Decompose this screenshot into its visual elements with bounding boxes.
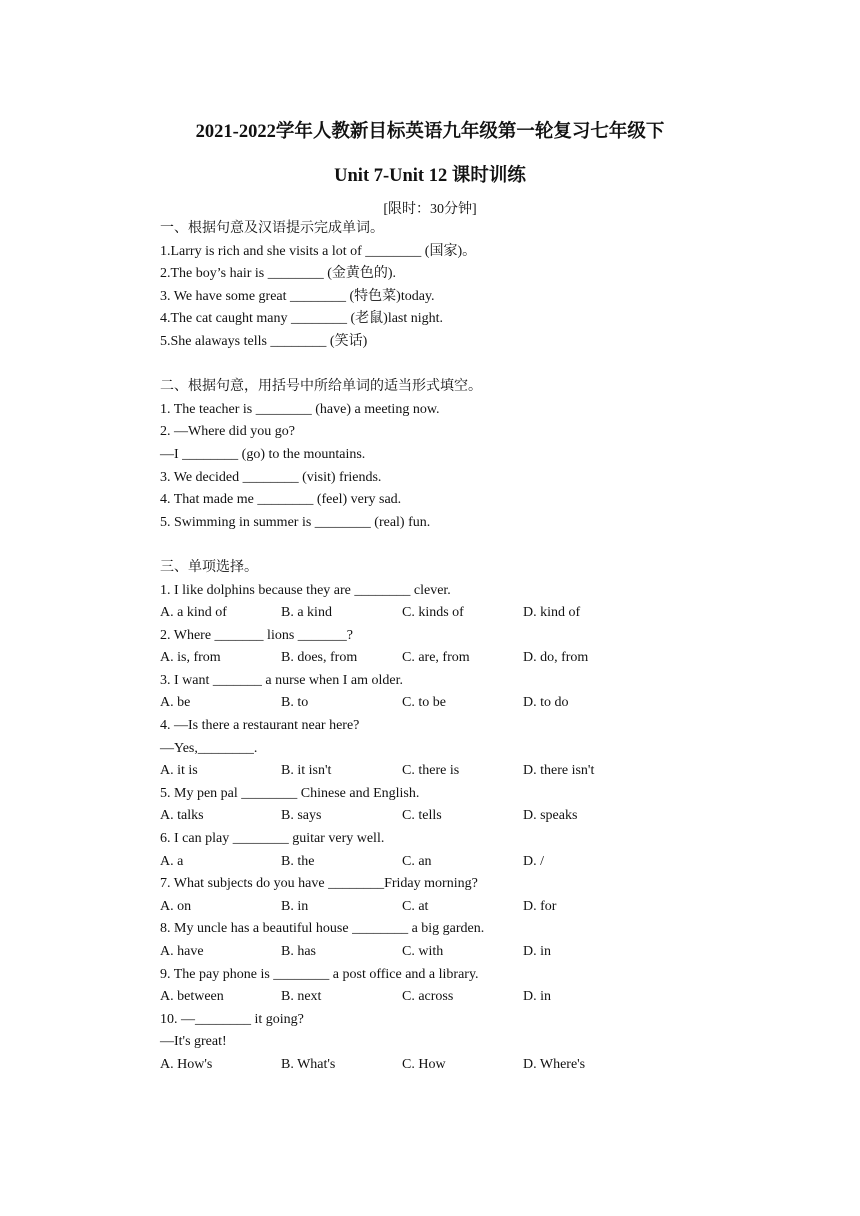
option-d: D. Where's (523, 1056, 586, 1072)
option-c: C. are, from (402, 650, 470, 666)
option-d: D. to do (523, 695, 569, 711)
option-a: A. is, from (160, 650, 221, 666)
question-stem: 9. The pay phone is ________ a post office and a library. (160, 966, 479, 982)
question-stem: 4. —Is there a restaurant near here? (160, 718, 360, 734)
question-stem: 5. My pen pal ________ Chinese and English. (160, 785, 420, 801)
option-d: D. do, from (523, 650, 589, 666)
section1-item: 5.She alaways tells ________ (笑话) (160, 333, 368, 349)
option-a: A. talks (160, 808, 204, 824)
question-stem: —Yes,________. (160, 740, 258, 756)
spacer (160, 354, 780, 377)
options-row (160, 647, 780, 670)
option-c: C. kinds of (402, 605, 464, 621)
option-b: B. does, from (281, 650, 358, 666)
option-a: A. on (160, 898, 192, 914)
option-c: C. tells (402, 808, 442, 824)
options-row (160, 760, 780, 783)
question-stem: 3. I want _______ a nurse when I am older. (160, 672, 403, 688)
section1-heading: 一、根据句意及汉语提示完成单词。 (160, 221, 384, 236)
question-stem: 1. I like dolphins because they are ________ clever. (160, 582, 451, 598)
option-d: D. speaks (523, 808, 578, 824)
option-c: C. across (402, 989, 454, 1005)
option-a: A. How's (160, 1056, 213, 1072)
option-b: B. has (281, 944, 316, 959)
option-d: D. for (523, 898, 557, 914)
option-d: D. in (523, 989, 551, 1005)
option-b: B. What's (281, 1056, 336, 1072)
page-title: 2021-2022学年人教新目标英语九年级第一轮复习七年级下 (195, 122, 665, 142)
spacer (160, 534, 780, 557)
option-b: B. a kind (281, 605, 332, 621)
option-a: A. a (160, 853, 184, 869)
page-subtitle: Unit 7-Unit 12 课时训练 (334, 166, 526, 186)
question-stem: 7. What subjects do you have ________Friday morning? (160, 876, 478, 892)
section2-item: 5. Swimming in summer is ________ (real) fun. (160, 514, 431, 530)
option-c: C. with (402, 944, 444, 959)
section1-item: 4.The cat caught many ________ (老鼠)last night. (160, 311, 444, 327)
question-stem: 6. I can play ________ guitar very well. (160, 831, 385, 847)
option-b: B. next (281, 989, 322, 1005)
options-row (160, 692, 780, 715)
option-c: C. there is (402, 763, 460, 779)
section2-item: 2. —Where did you go? (160, 424, 295, 440)
option-d: D. kind of (523, 605, 581, 621)
option-b: B. the (281, 853, 315, 869)
option-d: D. in (523, 944, 551, 959)
option-b: B. in (281, 898, 309, 914)
question-stem: —It's great! (160, 1034, 227, 1050)
section1-item: 1.Larry is rich and she visits a lot of ________ (国家)。 (160, 243, 477, 259)
exercise-content (160, 218, 780, 1077)
option-a: A. have (160, 944, 204, 959)
option-a: A. between (160, 989, 224, 1005)
option-c: C. How (402, 1056, 446, 1072)
question-stem: 10. —________ it going? (160, 1011, 304, 1027)
options-row (160, 941, 780, 964)
question-stem: 2. Where _______ lions _______? (160, 627, 353, 643)
option-a: A. it is (160, 763, 198, 779)
options-row (160, 896, 780, 919)
section2-item: 3. We decided ________ (visit) friends. (160, 469, 382, 485)
option-a: A. a kind of (160, 605, 227, 621)
section2-heading: 二、根据句意，用括号中所给单词的适当形式填空。 (160, 379, 482, 395)
options-row (160, 851, 780, 874)
time-limit: [限时：30分钟] (383, 202, 477, 217)
option-b: B. to (281, 695, 309, 711)
option-d: D. there isn't (523, 763, 595, 779)
section1-item: 3. We have some great ________ (特色菜)today. (160, 288, 435, 304)
option-c: C. an (402, 853, 432, 869)
option-c: C. at (402, 898, 429, 914)
section2-item: —I ________ (go) to the mountains. (160, 446, 366, 462)
section2-item: 4. That made me ________ (feel) very sad. (160, 492, 402, 508)
option-a: A. be (160, 695, 191, 711)
options-row (160, 805, 780, 828)
option-d: D. / (523, 853, 544, 869)
section1-item: 2.The boy’s hair is ________ (金黄色的). (160, 266, 397, 282)
option-c: C. to be (402, 695, 446, 711)
question-stem: 8. My uncle has a beautiful house ________ a big garden. (160, 921, 485, 937)
option-b: B. it isn't (281, 763, 332, 779)
section2-item: 1. The teacher is ________ (have) a meeting now. (160, 401, 440, 417)
section3-heading: 三、单项选择。 (160, 559, 258, 575)
options-row (160, 602, 780, 625)
options-row (160, 986, 780, 1009)
options-row (160, 1054, 780, 1077)
option-b: B. says (281, 808, 322, 824)
